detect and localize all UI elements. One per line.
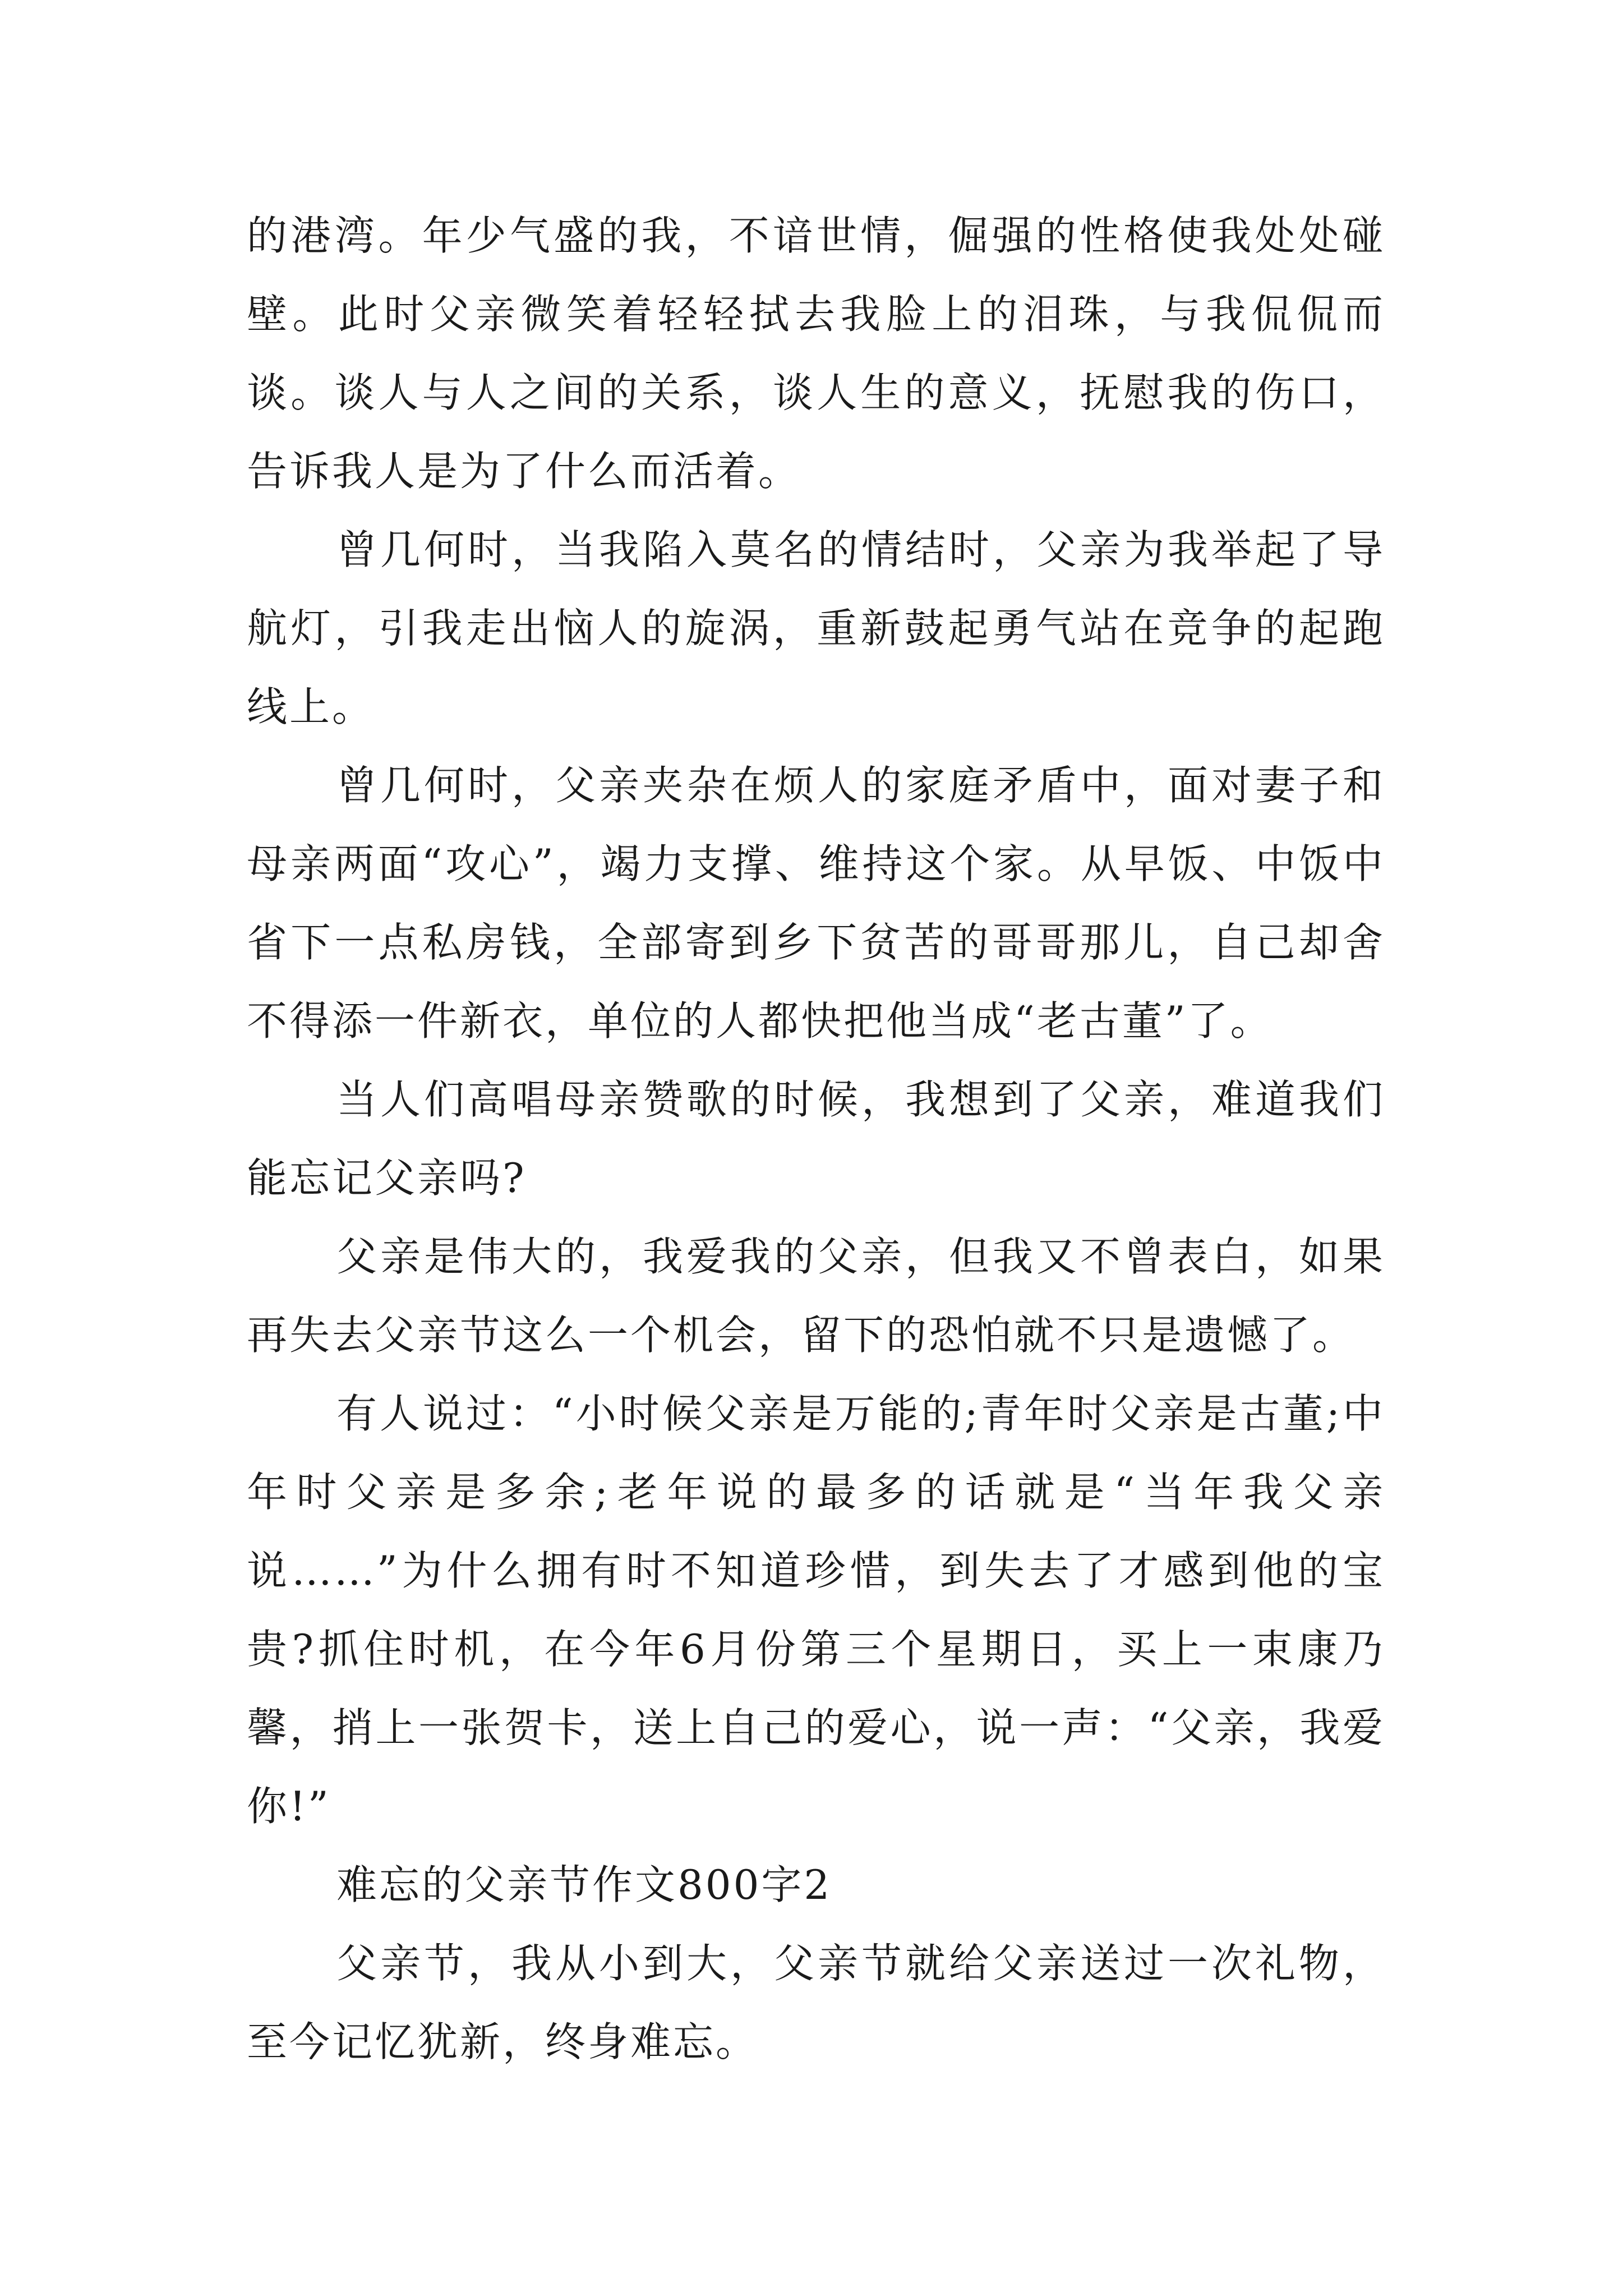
paragraph-3: 曾几何时，父亲夹杂在烦人的家庭矛盾中，面对妻子和母亲两面“攻心”，竭力支撑、维持这个家。从早饭、中饭中省下一点私房钱，全部寄到乡下贫苦的哥哥那儿，自己却舍不得添一件新衣，单位的人都快把他当成“老古董”了。 bbox=[247, 762, 1385, 1045]
paragraph-5: 父亲是伟大的，我爱我的父亲，但我又不曾表白，如果再失去父亲节这么一个机会，留下的恐怕就不只是遗憾了。 bbox=[247, 1233, 1385, 1359]
paragraph-1: 的港湾。年少气盛的我，不谙世情，倔强的性格使我处处碰壁。此时父亲微笑着轻轻拭去我脸上的泪珠，与我侃侃而谈。谈人与人之间的关系，谈人生的意义，抚慰我的伤口，告诉我人是为了什么而活着。 bbox=[247, 212, 1385, 495]
paragraph-2: 曾几何时，当我陷入莫名的情结时，父亲为我举起了导航灯，引我走出恼人的旋涡，重新鼓起勇气站在竞争的起跑线上。 bbox=[247, 526, 1385, 730]
paragraph-6: 有人说过：“小时候父亲是万能的;青年时父亲是古董;中年时父亲是多余;老年说的最多的话就是“当年我父亲说……”为什么拥有时不知道珍惜，到失去了才感到他的宝贵?抓住时机，在今年6月份第三个星期日，买上一束康乃馨，捎上一张贺卡，送上自己的爱心，说一声：“父亲，我爱你!” bbox=[247, 1390, 1385, 1830]
paragraph-4: 当人们高唱母亲赞歌的时候，我想到了父亲，难道我们能忘记父亲吗? bbox=[247, 1076, 1385, 1202]
essay-body bbox=[247, 196, 1385, 2081]
paragraph-7: 父亲节，我从小到大，父亲节就给父亲送过一次礼物，至今记忆犹新，终身难忘。 bbox=[247, 1940, 1385, 2065]
section-heading: 难忘的父亲节作文800字2 bbox=[336, 1861, 832, 1908]
